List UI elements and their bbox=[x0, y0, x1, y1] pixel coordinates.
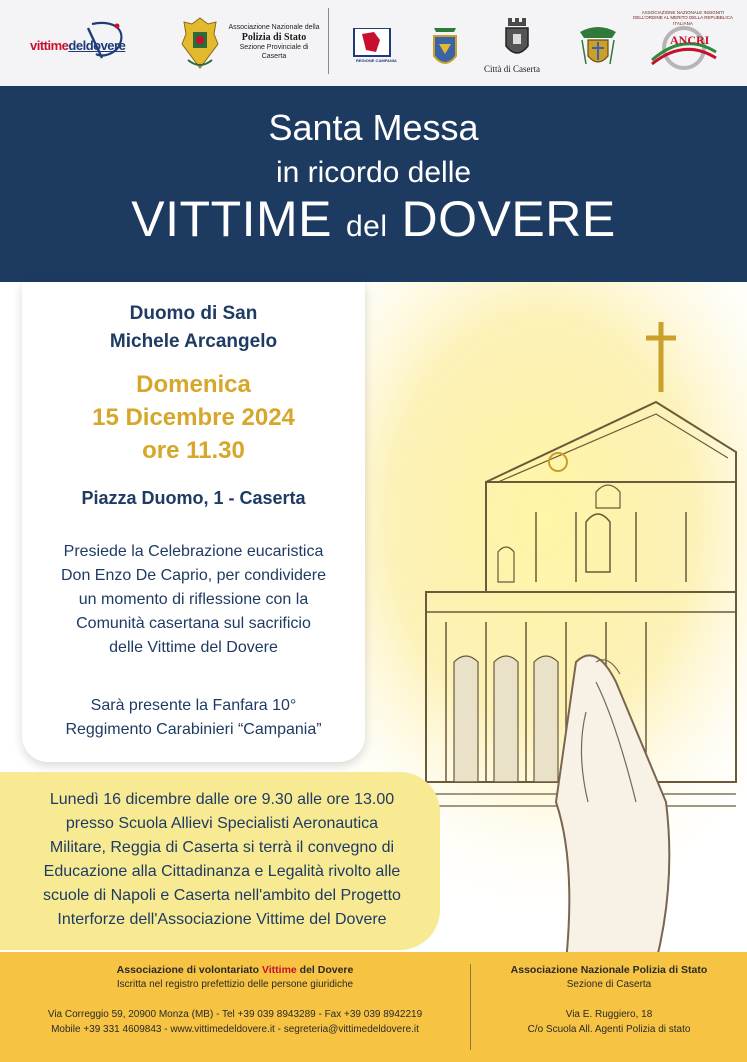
desc-line: Comunità casertana sul sacrificio bbox=[76, 615, 311, 632]
place-line-1: Duomo di San bbox=[129, 303, 258, 324]
ancri-emblem-icon bbox=[648, 22, 720, 72]
convegno-text bbox=[12, 788, 432, 932]
place-line-2: Michele Arcangelo bbox=[109, 331, 278, 352]
regione-campania-icon bbox=[352, 28, 392, 58]
regione-label: REGIONE CAMPANIA bbox=[356, 58, 397, 63]
title-del: del bbox=[346, 210, 388, 243]
event-date bbox=[22, 368, 365, 467]
vdd-word-vittime: vittime bbox=[30, 38, 69, 53]
desc-line: Don Enzo De Caprio, per condividere bbox=[60, 567, 327, 584]
footer-left-address: Via Correggio 59, 20900 Monza (MB) - Tel +39 039 8943289 - Fax +39 039 8942219 bbox=[47, 1009, 423, 1020]
fanfara-note bbox=[32, 694, 355, 742]
banner-line: presso Scuola Allievi Specialisti Aeronautica bbox=[65, 815, 379, 832]
logo-divider bbox=[328, 8, 329, 74]
polizia-name-label: Polizia di Stato bbox=[241, 32, 307, 44]
title-line-1: Santa Messa bbox=[268, 107, 479, 148]
footer-right-title: Associazione Nazionale Polizia di Stato bbox=[510, 964, 708, 976]
fanfara-line-2: Reggimento Carabinieri “Campania” bbox=[65, 721, 322, 738]
regione-campania-logo bbox=[352, 28, 397, 68]
event-place bbox=[22, 300, 365, 356]
footer-left-title-c: del Dovere bbox=[296, 964, 354, 976]
footer-divider bbox=[470, 964, 471, 1050]
footer-left-contact: Mobile +39 331 4609843 - www.vittimedeldovere.it - segreteria@vittimedeldovere.it bbox=[51, 1024, 419, 1035]
title-dovere: DOVERE bbox=[401, 191, 616, 247]
desc-line: un momento di riflessione con la bbox=[78, 591, 309, 608]
date-day: Domenica bbox=[136, 371, 251, 398]
date-full: 15 Dicembre 2024 bbox=[92, 404, 295, 431]
footer-left-title-b: Vittime bbox=[261, 964, 297, 976]
title-line-3 bbox=[0, 190, 747, 256]
footer bbox=[0, 952, 747, 1062]
event-info-card bbox=[22, 282, 365, 762]
footer-left-title bbox=[0, 964, 470, 976]
ancri-wordmark: ANCRI bbox=[670, 33, 710, 47]
banner-line: Interforze dell'Associazione Vittime del Dovere bbox=[57, 911, 387, 928]
date-time: ore 11.30 bbox=[142, 437, 245, 464]
logo-bar bbox=[0, 0, 747, 86]
convegno-banner bbox=[0, 772, 440, 950]
footer-right-subtitle: Sezione di Caserta bbox=[566, 979, 652, 990]
title-band bbox=[0, 86, 747, 282]
banner-line: Lunedì 16 dicembre dalle ore 9.30 alle ore 13.00 bbox=[49, 791, 395, 808]
polizia-crest-icon bbox=[178, 14, 222, 72]
footer-right-address-2: C/o Scuola All. Agenti Polizia di stato bbox=[527, 1024, 691, 1035]
banner-line: scuole di Napoli e Caserta nell'ambito del Progetto bbox=[43, 887, 401, 904]
provincia-crest-icon bbox=[428, 24, 462, 74]
polizia-assoc-label: Associazione Nazionale della bbox=[228, 24, 320, 31]
banner-line: Militare, Reggia di Caserta si terrà il convegno di bbox=[49, 839, 395, 856]
title-line-2: in ricordo delle bbox=[275, 156, 472, 189]
vdd-word-deldovere: deldovere bbox=[68, 38, 126, 53]
fanfara-line-1: Sarà presente la Fanfara 10° bbox=[90, 697, 297, 714]
polizia-di-stato-logo bbox=[178, 14, 318, 72]
ancri-title: ASSOCIAZIONE NAZIONALE INSIGNITI DELL'ORDINE AL MERITO DELLA REPUBBLICA ITALIANA bbox=[633, 10, 733, 26]
event-address: Piazza Duomo, 1 - Caserta bbox=[81, 488, 306, 508]
title-vittime: VITTIME bbox=[131, 191, 332, 247]
banner-line: Educazione alla Cittadinanza e Legalità rivolto alle bbox=[43, 863, 401, 880]
footer-right-address: Via E. Ruggiero, 18 bbox=[565, 1009, 653, 1020]
event-description bbox=[32, 540, 355, 660]
vittime-del-dovere-logo bbox=[22, 18, 158, 68]
diocesi-logo bbox=[576, 24, 620, 70]
citta-label: Città di Caserta bbox=[484, 64, 540, 74]
polizia-section-label: Sezione Provinciale di Caserta bbox=[239, 44, 309, 60]
citta-crest-icon bbox=[500, 16, 534, 62]
desc-line: delle Vittime del Dovere bbox=[109, 639, 278, 656]
ancri-logo bbox=[648, 22, 720, 72]
footer-left-subtitle: Iscritta nel registro prefettizio delle persone giuridiche bbox=[116, 979, 354, 990]
provincia-caserta-logo bbox=[428, 24, 462, 74]
vdd-wordmark bbox=[30, 38, 125, 53]
polizia-text bbox=[228, 24, 320, 61]
desc-line: Presiede la Celebrazione eucaristica bbox=[63, 543, 324, 560]
diocesi-crest-icon bbox=[576, 24, 620, 70]
citta-caserta-crest bbox=[500, 16, 534, 62]
footer-left-title-a: Associazione di volontariato bbox=[116, 964, 262, 976]
